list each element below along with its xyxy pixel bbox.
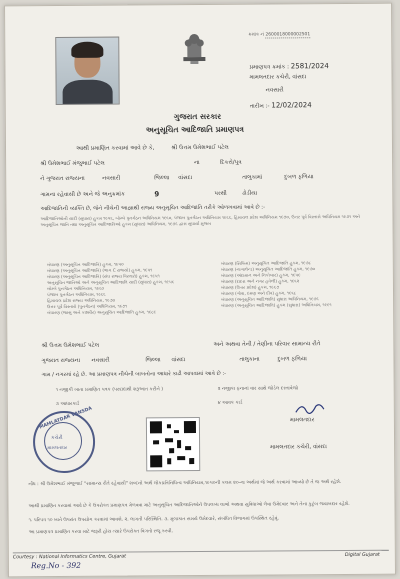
applicant-name: શ્રી ઉત્તમ ઉમેશભાઈ પટેલ — [170, 144, 229, 152]
order-item: બોમ્બે પુનર્ગઠન અધિનિયમ, ૧૯૬૦ — [46, 285, 105, 292]
village-value: દુબળ ફળિયા — [284, 174, 314, 181]
state-text: ને ગુજરાત રાજ્યના — [40, 175, 85, 183]
order-item: બંધારણ (અનુસૂચિત આદિજાતિ) (સંઘ રાજ્ય વિસ્તારો) હુકમ, ૧૯૫૧ — [46, 273, 160, 280]
certificate-page — [4, 3, 396, 578]
order-item: બંધારણ (અનુસૂચિત આદિજાતિ) સુધારા અધિનિયમ, ૧૯૭૬ — [221, 296, 319, 302]
signer-office: મામલતદાર કચેરી, વાંસદા — [270, 444, 327, 451]
residence-tail: ગામ / નગરમાં રહે છે. આ પ્રમાણપત્ર નીચેની બાબતોના આધારે કાઢી આપવામાં આવે છે :- — [41, 370, 227, 379]
relation: દિકરો/પુત્ર — [220, 159, 242, 166]
residence-taluka: વાંસદા — [171, 357, 186, 364]
footer-note: આથી પ્રમાણિત કરવામાં આવે છે કે ઉપરોક્ત પ્રમાણપત્ર મેળવવા માટે અનુસૂચિત આદિજાતિઓને ઉપલબ્ધ લાભો અથવા સુવિધાઓ લેવા ઉમેદવાર અને તેના કુટુંબ જવાબદાર રહેશે. — [28, 501, 350, 510]
seal-text: MAMLATDAR VANSDA — [38, 406, 93, 431]
taluka-value: વાંસદા — [178, 175, 193, 182]
intro-text: આથી પ્રમાણિત કરવામાં આવે છે કે, — [75, 145, 155, 152]
father-name: શ્રી ઉમેશભાઈ મંજુભાઈ પટેલ — [40, 160, 105, 168]
footer-divider — [13, 550, 389, 554]
basis-item: ૧ નજીકી ખાતા પ્રમાણિત પત્રક (પરદાદાથી શરૂઆત કરીને ) — [55, 387, 164, 394]
order-item: બંધારણ (સિક્કિમ) અનુસૂચિત આદિજાતિ હુકમ, ૧૯૭૮ — [220, 260, 311, 266]
order-item: હિમાચલ પ્રદેશ રાજ્ય અધિનિયમ, ૧૯૭૦ — [47, 297, 116, 304]
father-suffix: ના — [194, 159, 200, 167]
residence-district-label: જિલ્લા — [145, 357, 161, 364]
taluka-label: તાલુકામાં — [242, 174, 263, 181]
order-item: બંધારણ (અનુસૂચિત આદિજાતિ) (ભાગ C રાજ્યો) હુકમ, ૧૯૫૧ — [46, 267, 153, 274]
order-item: અનુસૂચિત જાતિઓ અને અનુસૂચિત આદિજાતિ યાદી (સુધારા) હુકમ, ૧૯૫૬ — [46, 279, 175, 286]
serial-number-label: ક્રમાંક નં — [248, 32, 264, 38]
office-district: નવસારી — [265, 87, 284, 94]
acts-line: આદિજાતિઓની યાદી (સુધારા) હુકમ ૧૯૫૬, બોમ્બે પુનર્ગઠન અધિનિયમ ૧૯૬૦, પંજાબ પુનર્ગઠન અધિનિયમ ૧૯૬૬, હિમાચલ પ્રદેશ અધિનિયમ ૧૯૭૦, ઉત્તર પૂર્વ વિસ્તારો અધિનિયમ ૧૯૭૧ અને અનુસૂચિત જાતિ તથા અનુસૂચિત આદિજાતિઓ હુકમ (સુધારા) અધિનિયમ, ૧૯૭૬ દ્વારા સુધાર્યા મુજબ — [40, 213, 361, 228]
residence-taluka-label: તાલુકાના — [239, 356, 260, 363]
order-item: બંધારણ (અનુસૂચિત આદિજાતિ) હુકમ (સુધારા) અધિનિયમ, ૧૯૯૧ — [221, 302, 332, 308]
serial-number — [248, 31, 310, 38]
certificate-number — [249, 62, 328, 72]
order-item: બંધારણ (ઉત્તર પ્રદેશ) હુકમ, ૧૯૬૭ — [220, 284, 280, 290]
district-value: નવસારી — [102, 175, 121, 182]
basis-item: ૪ આવક કાર્ડ — [217, 400, 243, 406]
order-item: પંજાબ પુનર્ગઠન અધિનિયમ, ૧૯૬૬ — [47, 291, 106, 298]
seal-bottom-text: મામલતદાર — [47, 445, 68, 452]
footer-note: ૧. પરિપત્ર ૧૦ ખાતે ઉપરાંત ઉપયોગ કરવામાં આવશે. ૨. લાગતી પરિસ્થિતિ. ૩. મુલાકાત સમયે ઉમેદવારે, સંબંધિત વિભાગમાં ઉપસ્થિત રહેવું. — [28, 516, 280, 524]
district-label: જિલ્લા — [154, 175, 170, 182]
footer-note: નોંધ : શ્રી ઉમેશભાઈ મંજુભાઈ "સામાન્ય રીતે રહેવાસી" શબ્દનો અર્થ લોકપ્રતિનિધિત્વ અધિનિયમ,૧૯૫૦ની કલમ ૨૦-ના અર્થમાં જે અર્થ કરવામાં આવ્યો છે તે જ અર્થ રહેશે. — [28, 480, 342, 488]
residence-name: શ્રી ઉત્તમ ઉમેશભાઈ પટેલ — [41, 342, 100, 350]
caste-intro: ગામના રહેવાસી છે અને જે અનુક્રમાંક — [40, 191, 126, 199]
orders-list-left — [47, 261, 175, 316]
caste-label: પરથી — [214, 190, 227, 197]
basis-item: ૩ આધારકાર્ડ — [55, 401, 80, 408]
order-item: બંધારણ (નાગાલેન્ડ) અનુસૂચિત આદિજાતિ હુકમ, ૧૯૭૦ — [220, 266, 316, 272]
photo-shirt — [63, 80, 113, 105]
issue-date-label: તારીખ :- — [249, 103, 270, 110]
issue-date — [250, 101, 312, 110]
office-seal — [33, 406, 95, 473]
order-item: બંધારણ (અનુસૂચિત આદિજાતિ) હુકમ, ૧૯૫૦ — [46, 261, 124, 268]
digital-gujarat-text: Digital Gujarat — [344, 552, 380, 558]
qr-code — [146, 417, 200, 471]
residence-village: દુબળ ફળિયા — [277, 356, 307, 363]
basis-item: ૨ નજીકા ફ્નાનાં વાર સાથે જોડેલ દસ્તાવેજો — [217, 386, 299, 392]
order-item: બંધારણ (ગોવા, દમણ અને દીવ) હુકમ, ૧૯૬૮ — [221, 290, 297, 296]
order-item: ઉત્તર પૂર્વ વિસ્તારો (પુનર્ગઠન) અધિનિયમ, ૧૯૭૧ — [47, 303, 128, 310]
footer-note: આ પ્રમાણપત્ર પ્રમાણિત કરવા માટે જરૂરી હોય ત્યારે ઉપરોક્ત વિગતો રજૂ કરવી. — [28, 529, 174, 536]
serial-number-value: 2600018000002501 — [265, 32, 311, 38]
state-emblem-icon — [179, 27, 209, 65]
issue-date-value: 12/02/2024 — [271, 101, 312, 110]
certificate-number-value: 2581/2024 — [290, 62, 329, 71]
signer-title: મામલતદાર — [289, 417, 315, 424]
certificate-title: અનુસૂચિત આદિજાતિ પ્રમાણપત્ર — [145, 124, 244, 135]
orders-list-right — [221, 260, 332, 309]
order-item: બંધારણ (અંદામાન અને નિકોબાર) હુકમ, ૧૯૫૯ — [220, 272, 301, 278]
order-item: બંધારણ (દાદરા અને નગર હવેલી) હુકમ, ૧૯૬૨ — [220, 278, 300, 284]
applicant-photo — [55, 37, 119, 105]
serial-value: 9 — [154, 190, 160, 199]
office-line: મામલતદાર કચેરી, વાંસદા — [249, 74, 307, 81]
courtesy-text: Courtesy : National Informatics Centre, Gujarat — [12, 554, 127, 561]
recognition-line: આદિજાતિની વ્યક્તિ છે, જેને નીચેની આજ્ઞાથી રાજ્ય અનુસૂચિત આદિજાતિ તરીકે ઓળખવામાં આવે છે :- — [40, 204, 266, 213]
residence-district: નવસારી — [91, 357, 110, 364]
registration-number: Reg.No - 392 — [30, 560, 81, 571]
certificate-number-label: પ્રમાણપત્ર ક્રમાંક : — [249, 64, 290, 71]
residence-text: અને અથવા તેની / તેણીના પરિવાર સામાન્ય રીતે — [213, 341, 321, 348]
signature-icon — [294, 400, 328, 416]
order-item: બંધારણ (જમ્મુ અને કાશ્મીર) અનુસૂચિત આદિજાતિ હુકમ, ૧૯૮૯ — [47, 309, 157, 316]
residence-state: ગુજરાત રાજ્યના — [41, 357, 81, 365]
seal-center-text: કચેરી — [51, 434, 63, 442]
photo-hair — [71, 42, 103, 58]
government-title: ગુજરાત સરકાર — [173, 111, 222, 122]
caste-value: ઢોડીયા — [242, 190, 258, 197]
